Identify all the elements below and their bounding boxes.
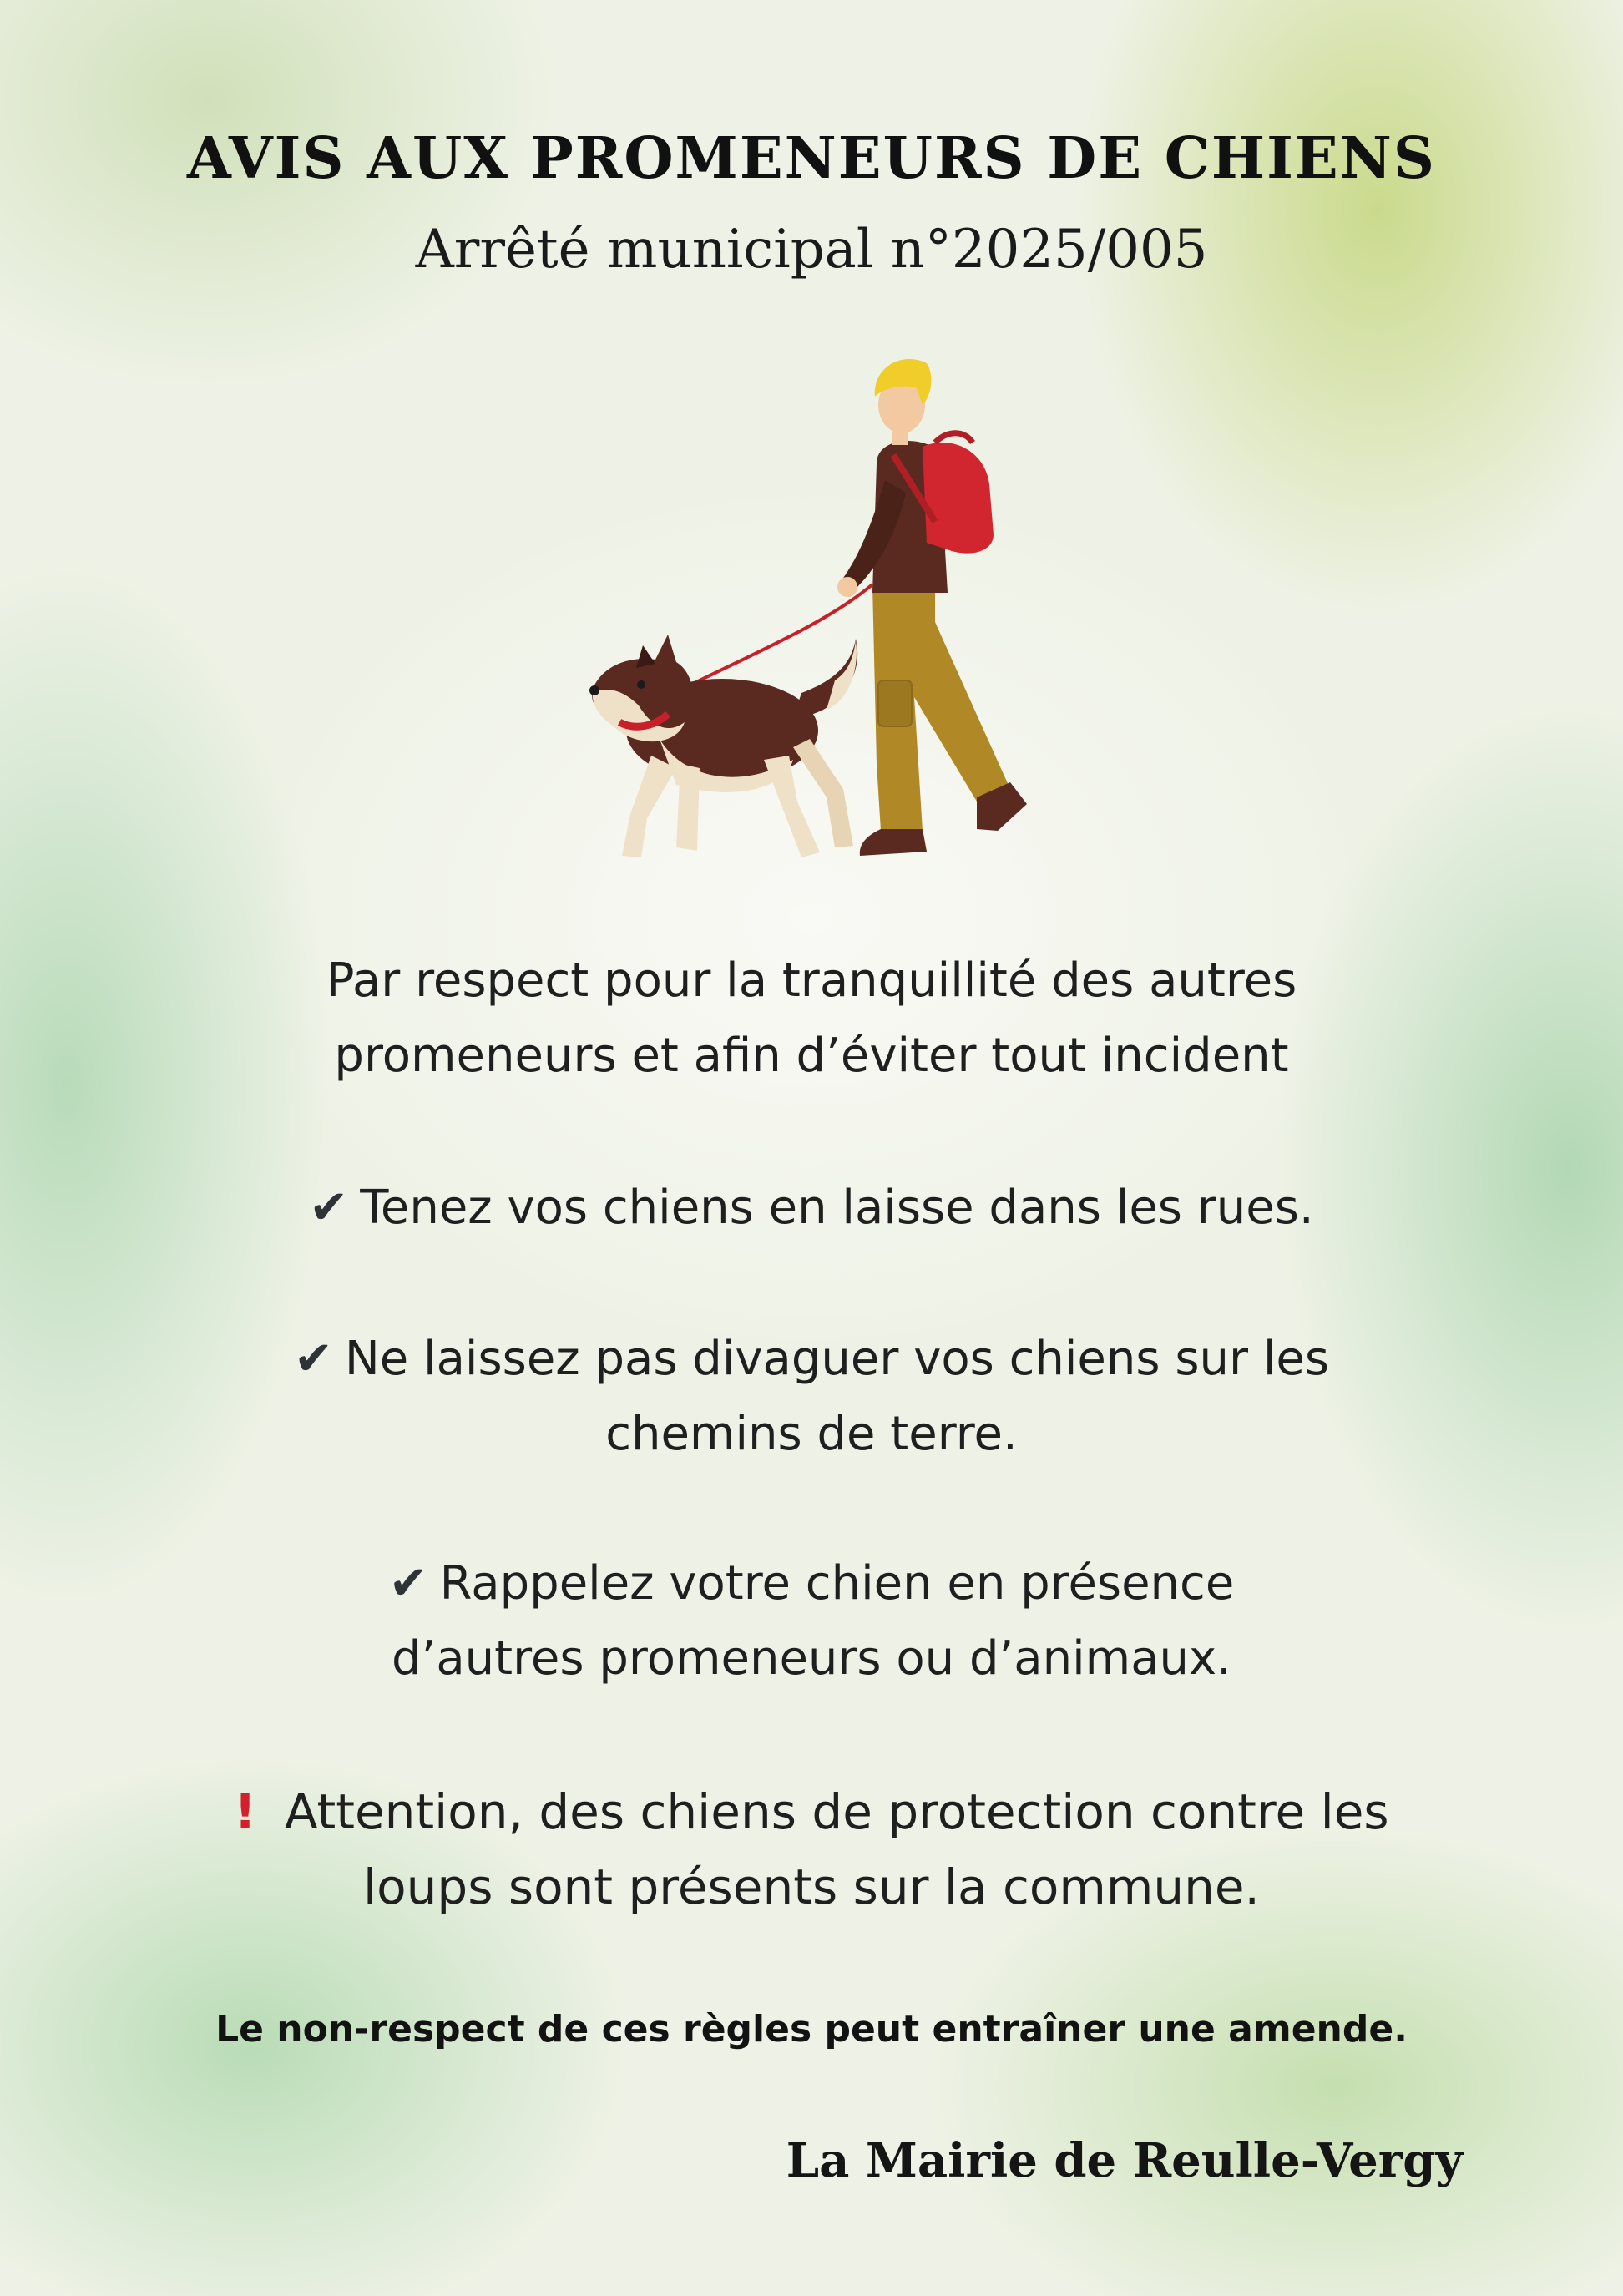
person-walking-dog-illustration bbox=[543, 346, 1077, 889]
person-backpack bbox=[923, 443, 994, 554]
person-shoe-front bbox=[860, 829, 927, 856]
intro-line-1: Par respect pour la tranquillité des autres bbox=[326, 953, 1297, 1008]
rule-text: Tenez vos chiens en laisse dans les rues. bbox=[360, 1181, 1314, 1235]
poster-subtitle: Arrêté municipal n°2025/005 bbox=[415, 219, 1208, 281]
intro-paragraph bbox=[117, 943, 1506, 1094]
exclamation-icon: ! bbox=[234, 1783, 256, 1840]
rule-item bbox=[117, 1322, 1506, 1472]
rule-item bbox=[117, 1171, 1506, 1246]
warning-line-2: loups sont présents sur la commune. bbox=[363, 1859, 1260, 1915]
signature: La Mairie de Reulle-Vergy bbox=[786, 2133, 1463, 2188]
warning-line-1: Attention, des chiens de protection contre les bbox=[284, 1783, 1389, 1840]
rule-text-line-2: d’autres promeneurs ou d’animaux. bbox=[392, 1631, 1231, 1686]
checkmark-icon: ✔ bbox=[388, 1556, 428, 1611]
poster-title: AVIS AUX PROMENEURS DE CHIENS bbox=[187, 125, 1436, 192]
fine-notice: Le non-respect de ces règles peut entraîner une amende. bbox=[215, 2008, 1408, 2051]
checkmark-icon: ✔ bbox=[293, 1332, 333, 1386]
rule-item bbox=[117, 1546, 1506, 1697]
intro-line-2: promeneurs et afin d’éviter tout incident bbox=[334, 1029, 1289, 1083]
rule-text-line-2: chemins de terre. bbox=[605, 1407, 1018, 1461]
warning-paragraph bbox=[92, 1774, 1531, 1924]
rule-text-line-1: Ne laissez pas divaguer vos chiens sur les bbox=[344, 1332, 1330, 1386]
rule-text-line-1: Rappelez votre chien en présence bbox=[439, 1556, 1235, 1611]
checkmark-icon: ✔ bbox=[309, 1181, 349, 1235]
